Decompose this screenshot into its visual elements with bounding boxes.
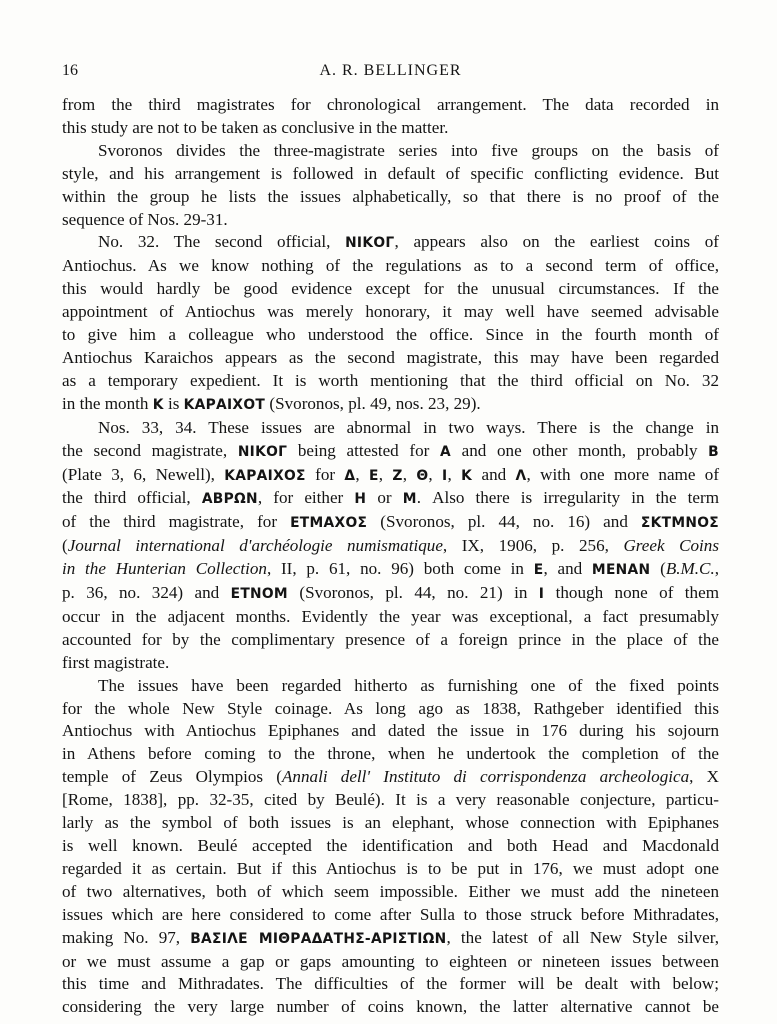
text-run: , IX, 1906, p. 256, — [442, 536, 624, 556]
text-line — [62, 209, 719, 232]
text-run: . Also there is irregularity in the term — [416, 488, 720, 508]
greek-name: Ι — [442, 467, 448, 484]
text-line — [62, 117, 719, 140]
text-run: this time and Mithradates. The difficulties of the former will be dealt with below; — [62, 974, 719, 994]
text-run: (Svoronos, pl. 44, no. 16) and — [367, 512, 641, 532]
text-run: this study are not to be taken as conclusive in the matter. — [62, 117, 449, 137]
greek-name: Ε — [369, 467, 379, 484]
text-run: the second magistrate, — [62, 440, 238, 460]
text-line — [62, 996, 719, 1019]
text-run: within the group he lists the issues alphabetically, so that there is no proof of the — [62, 186, 719, 206]
paragraph-start-line — [62, 231, 719, 255]
italic-citation: B.M.C. — [665, 559, 715, 579]
greek-name: Κ — [152, 396, 164, 413]
paragraph-start-line — [62, 675, 719, 698]
text-run: ( — [650, 559, 666, 579]
text-line — [62, 629, 719, 652]
text-run: first magistrate. — [62, 652, 170, 672]
text-run: issues which are here considered to come after Sulla to those struck before Mithradates, — [62, 904, 719, 924]
text-line — [62, 766, 719, 789]
text-run: , X — [689, 767, 719, 787]
text-run: of two alternatives, both of which seem impossible. Either we must add the nineteen — [62, 881, 719, 901]
text-line — [62, 835, 719, 858]
text-run: Antiochus Karaichos appears as the second magistrate, this may have been regarded — [62, 347, 719, 367]
italic-citation: Greek Coins — [623, 536, 720, 556]
text-line — [62, 858, 719, 881]
paragraph-start-line — [62, 417, 719, 440]
text-run: , for either — [257, 488, 355, 508]
text-line — [62, 881, 719, 904]
italic-citation: in the Hunterian Collection — [62, 559, 267, 579]
text-line — [62, 951, 719, 974]
running-head — [62, 62, 719, 84]
greek-name: ΚΑΡΑΙΧΟΤ — [183, 396, 266, 413]
greek-name: Η — [354, 491, 367, 508]
text-run: , — [402, 464, 417, 484]
text-run: considering the very large number of coins known, the latter alternative cannot be — [62, 997, 719, 1017]
text-run: in Athens before coming to the throne, when he undertook the completion of the — [62, 744, 719, 764]
greek-name: Κ — [461, 467, 473, 484]
text-run: sequence of Nos. 29-31. — [62, 209, 228, 229]
greek-name: Μ — [402, 491, 417, 508]
text-line — [62, 440, 719, 464]
greek-name: Θ — [416, 467, 429, 484]
text-run: [Rome, 1838], pp. 32-35, cited by Beulé). It is a very reasonable conjecture, particu- — [62, 790, 719, 810]
greek-name: Λ — [515, 467, 527, 484]
text-run: though none of them — [544, 583, 719, 603]
body-text — [62, 94, 719, 1019]
greek-name: ΣΚΤΜΝΟΣ — [640, 515, 719, 532]
text-run: , — [447, 464, 462, 484]
text-line — [62, 789, 719, 812]
text-line — [62, 464, 719, 488]
text-run: larly as the symbol of both issues is an elephant, whose connection with Epiphanes — [62, 813, 719, 833]
text-run: Nos. 33, 34. These issues are abnormal in two ways. There is the change in — [98, 417, 719, 437]
text-run: appointment of Antiochus was merely honorary, it may well have seemed advisable — [62, 302, 719, 322]
text-run: , II, p. 61, no. 96) both come in — [266, 559, 534, 579]
text-run: (Plate 3, 6, Newell), — [62, 464, 225, 484]
text-run: Antiochus with Antiochus Epiphanes and dated the issue in 176 during his sojourn — [62, 721, 719, 741]
paragraph-start-line — [62, 140, 719, 163]
text-run: style, and his arrangement is followed in default of specific conflicting evidence. But — [62, 163, 719, 183]
text-run: , — [355, 464, 370, 484]
text-line — [62, 606, 719, 629]
greek-name: ΕΤΜΑΧΟΣ — [290, 515, 368, 532]
text-run: from the third magistrates for chronological arrangement. The data recorded in — [62, 95, 719, 114]
text-line — [62, 720, 719, 743]
text-run: , — [714, 559, 719, 579]
greek-name: ΝΙΚΟΓ — [237, 443, 288, 460]
text-run: in the month — [62, 393, 153, 413]
greek-name: ΚΑΡΑΙΧΟΣ — [224, 467, 306, 484]
text-run: and — [472, 464, 516, 484]
text-run: regarded it as certain. But if this Antiochus is to be put in 176, we must adopt one — [62, 858, 719, 878]
text-run: , — [378, 464, 393, 484]
text-line — [62, 324, 719, 347]
text-run: the third official, — [62, 488, 202, 508]
text-line — [62, 904, 719, 927]
greek-name: Ι — [538, 586, 545, 603]
text-line — [62, 393, 719, 417]
text-run: , with one more name of — [526, 464, 720, 484]
text-run: for — [305, 464, 345, 484]
greek-name: Ζ — [392, 467, 403, 484]
text-run: occur in the adjacent months. Evidently the year was exceptional, a fact presumably — [62, 606, 719, 626]
text-line — [62, 511, 719, 535]
text-line — [62, 652, 719, 675]
text-run: of the third magistrate, for — [62, 512, 291, 532]
text-line — [62, 370, 719, 393]
text-run: accounted for by the complimentary presence of a foreign prince in the place of the — [62, 629, 719, 649]
text-line — [62, 743, 719, 766]
italic-citation: Journal international d'archéologie numismatique — [67, 536, 443, 556]
text-run: , appears also on the earliest coins of — [394, 232, 719, 252]
greek-name: Ε — [533, 562, 544, 579]
text-run: or we must assume a gap or gaps amounting to eighteen or nineteen issues between — [62, 951, 719, 971]
text-line — [62, 347, 719, 370]
text-line — [62, 94, 719, 117]
text-line — [62, 558, 719, 582]
page-number: 16 — [62, 62, 78, 79]
text-run: as a temporary expedient. It is worth mentioning that the third official on No. 32 — [62, 370, 719, 390]
text-run: is well known. Beulé accepted the identification and both Head and Macdonald — [62, 836, 719, 855]
greek-name: Β — [708, 443, 719, 460]
text-run: is — [163, 393, 184, 413]
greek-name: ΕΤΝΟΜ — [230, 586, 288, 603]
text-run: No. 32. The second official, — [98, 232, 346, 252]
text-line — [62, 698, 719, 721]
text-line — [62, 278, 719, 301]
text-run: or — [366, 488, 403, 508]
text-line — [62, 535, 719, 558]
text-run: The issues have been regarded hitherto as furnishing one of the fixed points — [98, 675, 719, 695]
text-run: p. 36, no. 324) and — [62, 583, 231, 603]
text-run: being attested for — [287, 440, 440, 460]
text-line — [62, 186, 719, 209]
text-line — [62, 973, 719, 996]
text-line — [62, 255, 719, 278]
text-run: temple of Zeus Olympios ( — [62, 767, 282, 787]
text-line — [62, 812, 719, 835]
text-run: , the latest of all New Style silver, — [446, 927, 719, 947]
text-run: Antiochus. As we know nothing of the regulations as to a second term of office, — [62, 256, 719, 276]
text-run: , and — [543, 559, 592, 579]
italic-citation: Annali dell' Instituto di corrispondenza archeologica — [281, 767, 690, 787]
text-run: and one other month, probably — [450, 440, 709, 460]
greek-name: ΜΕΝΑΝ — [591, 562, 651, 579]
greek-name: ΝΙΚΟΓ — [345, 235, 395, 252]
text-run: ( — [62, 536, 68, 556]
text-line — [62, 582, 719, 606]
running-head-author: A. R. BELLINGER — [319, 62, 462, 79]
text-run: (Svoronos, pl. 44, no. 21) in — [287, 583, 539, 603]
text-run: this would hardly be good evidence except for the unusual circumstances. If the — [62, 279, 719, 299]
text-run: making No. 97, — [62, 927, 191, 947]
text-run: to give him a colleague who understood the office. Since in the fourth month of — [62, 325, 719, 345]
greek-name: ΑΒΡΩΝ — [201, 491, 258, 508]
text-line — [62, 487, 719, 511]
text-run: Svoronos divides the three-magistrate series into five groups on the basis of — [98, 140, 719, 160]
text-line — [62, 301, 719, 324]
text-run: for the whole New Style coinage. As long ago as 1838, Rathgeber identified this — [62, 698, 719, 718]
text-line — [62, 927, 719, 951]
text-line — [62, 163, 719, 186]
text-run: , — [428, 464, 443, 484]
text-run: (Svoronos, pl. 49, nos. 23, 29). — [265, 393, 481, 413]
greek-name: Α — [440, 443, 451, 460]
greek-name: ΒΑΣΙΛΕ ΜΙΘΡΑΔΑΤΗΣ-ΑΡΙΣΤΙΩΝ — [190, 930, 447, 947]
greek-name: Δ — [344, 467, 356, 484]
